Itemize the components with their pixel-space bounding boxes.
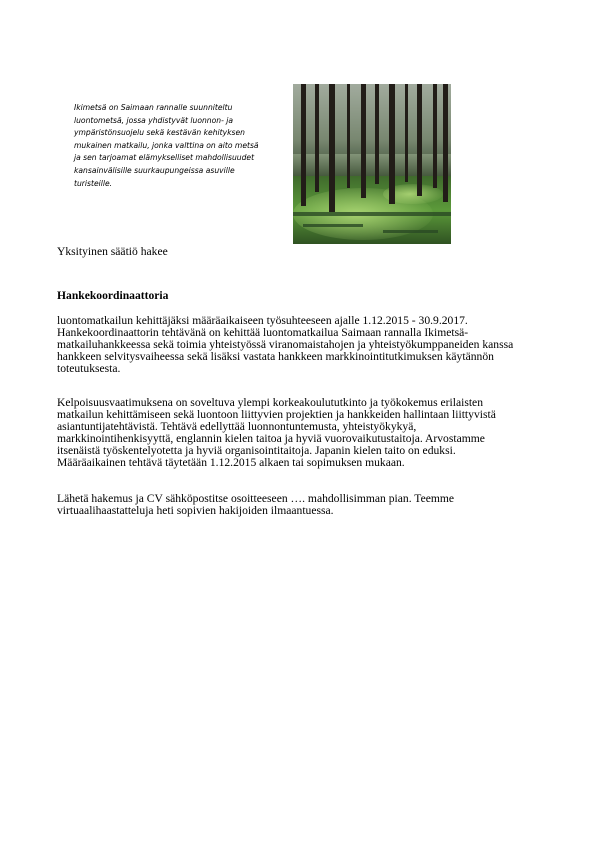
paragraph-description	[57, 315, 547, 375]
caption-line: ympäristönsuojelu sekä kestävän kehityksen	[74, 128, 245, 138]
job-title: Hankekoordinaattoria	[57, 289, 169, 302]
forest-photo	[293, 84, 451, 244]
paragraph-line: hankkeen selvitysvaiheessa sekä lisäksi vastata hankkeen markkinointitutkimuksen käytännön	[57, 350, 494, 364]
paragraph-line: Kelpoisuusvaatimuksena on soveltuva ylempi korkeakoulututkinto ja työkokemus erilaisten	[57, 396, 483, 409]
employer-line: Yksityinen säätiö hakee	[57, 245, 168, 258]
paragraph-line: Hankekoordinaattorin tehtävänä on kehittää luontomatkailua Saimaan rannalla Ikimetsä-	[57, 326, 469, 340]
paragraph-line: markkinointihenkisyyttä, englannin kielen taitoa ja hyviä vuorovaikutustaitoja. Arvostamme	[57, 432, 485, 446]
paragraph-line: Määräaikainen tehtävä täytetään 1.12.2015 alkaen tai sopimuksen mukaan.	[57, 456, 405, 470]
paragraph-line: virtuaalihaastatteluja heti sopivien hakijoiden ilmaantuessa.	[57, 504, 334, 518]
caption-line: kansainvälisille suurkaupungeissa asuville	[74, 165, 235, 175]
paragraph-line: matkailun kehittämiseen sekä luontoon liittyvien projektien ja hankkeiden hallintaan liittyvistä	[57, 408, 496, 422]
paragraph-line: itsenäistä työskentelyotetta ja hyviä organisointitaitoja. Japanin kielen taito on eduksi.	[57, 444, 456, 458]
paragraph-line: matkailuhankkeessa sekä toimia yhteistyössä viranomaistahojen ja yhteistyökumppaneiden kanssa	[57, 338, 514, 352]
photo-caption	[74, 102, 286, 190]
paragraph-application	[57, 493, 547, 517]
paragraph-line: luontomatkailun kehittäjäksi määräaikaiseen työsuhteeseen ajalle 1.12.2015 - 30.9.2017.	[57, 314, 468, 327]
caption-line: luontometsä, jossa yhdistyvät luonnon- ja	[74, 115, 233, 125]
paragraph-line: asiantuntijatehtävistä. Tehtävä edellyttää luonnontuntemusta, yhteistyökykyä,	[57, 420, 417, 434]
paragraph-line: toteutuksesta.	[57, 362, 121, 376]
caption-line: mukainen matkailu, jonka valttina on aito metsä	[74, 140, 259, 150]
caption-line: ja sen tarjoamat elämykselliset mahdollisuudet	[74, 153, 255, 163]
caption-line: Ikimetsä on Saimaan rannalle suunniteltu	[74, 103, 233, 112]
paragraph-requirements	[57, 397, 547, 470]
paragraph-line: Lähetä hakemus ja CV sähköpostitse osoitteeseen …. mahdollisimman pian. Teemme	[57, 492, 455, 505]
forest-photo-icon	[293, 84, 451, 244]
caption-line: turisteille.	[74, 178, 113, 188]
